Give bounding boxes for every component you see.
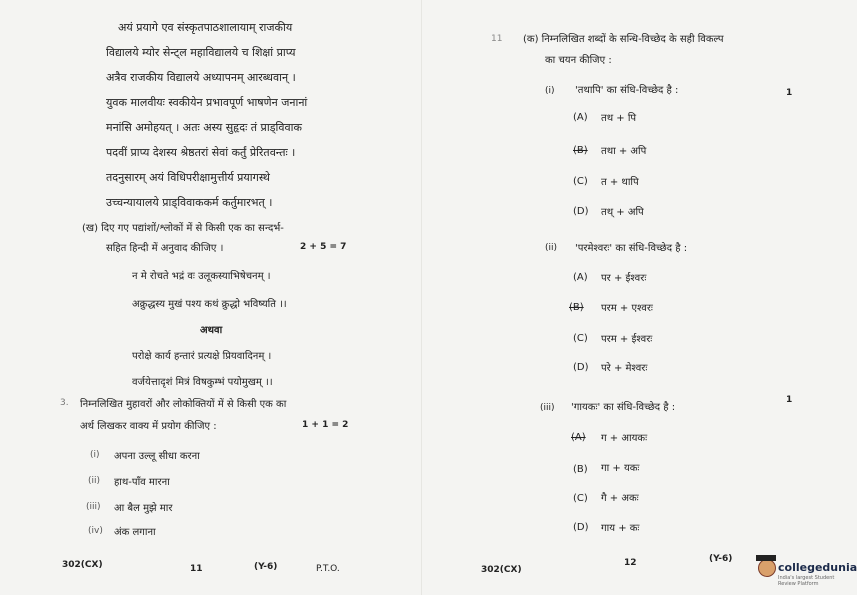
idiom-text: अपना उल्लू सीधा करना [114,451,200,462]
option-label: (A) [573,112,588,123]
watermark-tagline: India's largest Student Review Platform [778,575,835,587]
collegedunia-watermark [758,553,857,595]
option-text: तथ + पि [601,113,637,124]
sub-question-number: (iii) [540,403,555,413]
footer-page-number: 12 [624,558,637,568]
verse-2-line-1: परोक्षे कार्य हन्तारं प्रत्यक्षे प्रियवादिनम् । [132,351,272,362]
sub-question-stem: 'परमेश्वरः' का संधि-विच्छेद है : [575,243,688,254]
option-label: (C) [573,333,588,344]
option-label: (D) [573,522,589,533]
idiom-number: (ii) [88,476,101,486]
sub-question-number: (ii) [545,243,558,253]
question-3-marks: 1 + 1 = 2 [302,420,349,430]
option-text: त + थापि [601,177,639,188]
sub-question-number: (i) [545,86,555,96]
sub-question-stem: 'तथापि' का संधि-विच्छेद है : [575,85,679,96]
option-text: गाय + कः [601,523,640,534]
left-page [0,0,421,595]
option-text: गा + यकः [601,463,640,474]
idiom-number: (iv) [88,526,103,536]
option-label: (D) [573,206,589,217]
question-kha-label-2: सहित हिन्दी में अनुवाद कीजिए । [106,243,224,254]
right-page [421,0,842,595]
verse-2-line-2: वर्जयेत्तादृशं मित्रं विषकुम्भं पयोमुखम् ।। [132,377,273,388]
option-text: पर + ईश्वरः [601,273,647,284]
idiom-text: हाथ-पाँव मारना [114,477,170,488]
option-text: तथ् + अपि [601,207,644,218]
graduation-cap-icon [756,555,776,561]
option-text: परम + एश्वरः [601,303,653,314]
sanskrit-line: अत्रैव राजकीय विद्यालये अध्यापनम् आरब्धवान् । [106,71,296,84]
sub-question-marks: 1 [786,88,793,98]
footer-set: (Y-6) [709,554,733,564]
verse-1-line-1: न मे रोचते भद्रं वः उलूकस्याभिषेचनम् । [132,271,271,282]
idiom-number: (i) [90,450,100,460]
sub-question-stem: 'गायकः' का संधि-विच्छेद है : [571,402,676,413]
question-kha-label: (ख) दिए गए पद्यांशों/श्लोकों में से किसी एक का सन्दर्भ- [82,223,284,234]
question-number: 11 [491,34,503,44]
sanskrit-line: उच्चन्यायालये प्राड्विवाककर्म कर्तुमारभत् । [106,196,273,209]
verse-1-line-2: अक्रुद्धस्य मुखं पश्य कथं क्रुद्धो भविष्यति ।। [132,299,287,310]
option-text: गै + अकः [601,493,639,504]
question-ka-line-1: (क) निम्नलिखित शब्दों के सन्धि-विच्छेद के सही विकल्प [523,34,724,45]
mascot-icon [758,559,776,577]
question-3-line-1: निम्नलिखित मुहावरों और लोकोक्तियों में से किसी एक का [80,399,287,410]
sanskrit-line: तदनुसारम् अयं विधिपरीक्षामुत्तीर्य प्रयागस्थे [106,171,270,184]
sanskrit-line: पदवीं प्राप्य देशस्य श्रेष्ठतरां सेवां कर्तुं प्रेरितवन्तः । [106,146,296,159]
idiom-number: (iii) [86,502,101,512]
footer-code: 302(CX) [62,560,103,570]
option-label: (C) [573,493,588,504]
sanskrit-line: विद्यालये म्योर सेन्ट्ल महाविद्यालये च शिक्षां प्राप्य [106,46,296,59]
option-text: परे + मेश्वरः [601,363,648,374]
option-label: (A) [571,432,586,443]
watermark-brand: collegedunia [778,561,857,574]
idiom-text: आ बैल मुझे मार [114,503,173,514]
option-label: (B) [569,302,584,313]
option-text: ग + आयकः [601,433,648,444]
footer-page-number: 11 [190,564,203,574]
option-text: परम + ईश्वरः [601,334,653,345]
option-label: (A) [573,272,588,283]
option-label: (B) [573,145,588,156]
option-label: (D) [573,362,589,373]
question-3-number: 3. [60,398,69,408]
option-label: (B) [573,464,588,475]
question-3-line-2: अर्थ लिखकर वाक्य में प्रयोग कीजिए : [80,421,217,432]
footer-set: (Y-6) [254,562,278,572]
sub-question-marks: 1 [786,395,793,405]
option-text: तथा + अपि [601,146,647,157]
sanskrit-line: युवक मालवीयः स्वकीयेन प्रभावपूर्ण भाषणेन जनानां [106,96,308,109]
option-label: (C) [573,176,588,187]
sanskrit-line: अयं प्रयागे एव संस्कृतपाठशालायाम् राजकीय [118,21,293,34]
sanskrit-line: मनांसि अमोहयत् । अतः अस्य सुहृदः तं प्राड्विवाक [106,121,302,134]
question-ka-line-2: का चयन कीजिए : [545,55,612,66]
footer-pto: P.T.O. [316,564,340,574]
idiom-text: अंक लगाना [114,527,156,538]
footer-code: 302(CX) [481,565,522,575]
question-kha-marks: 2 + 5 = 7 [300,242,347,252]
athava-label: अथवा [200,325,223,336]
